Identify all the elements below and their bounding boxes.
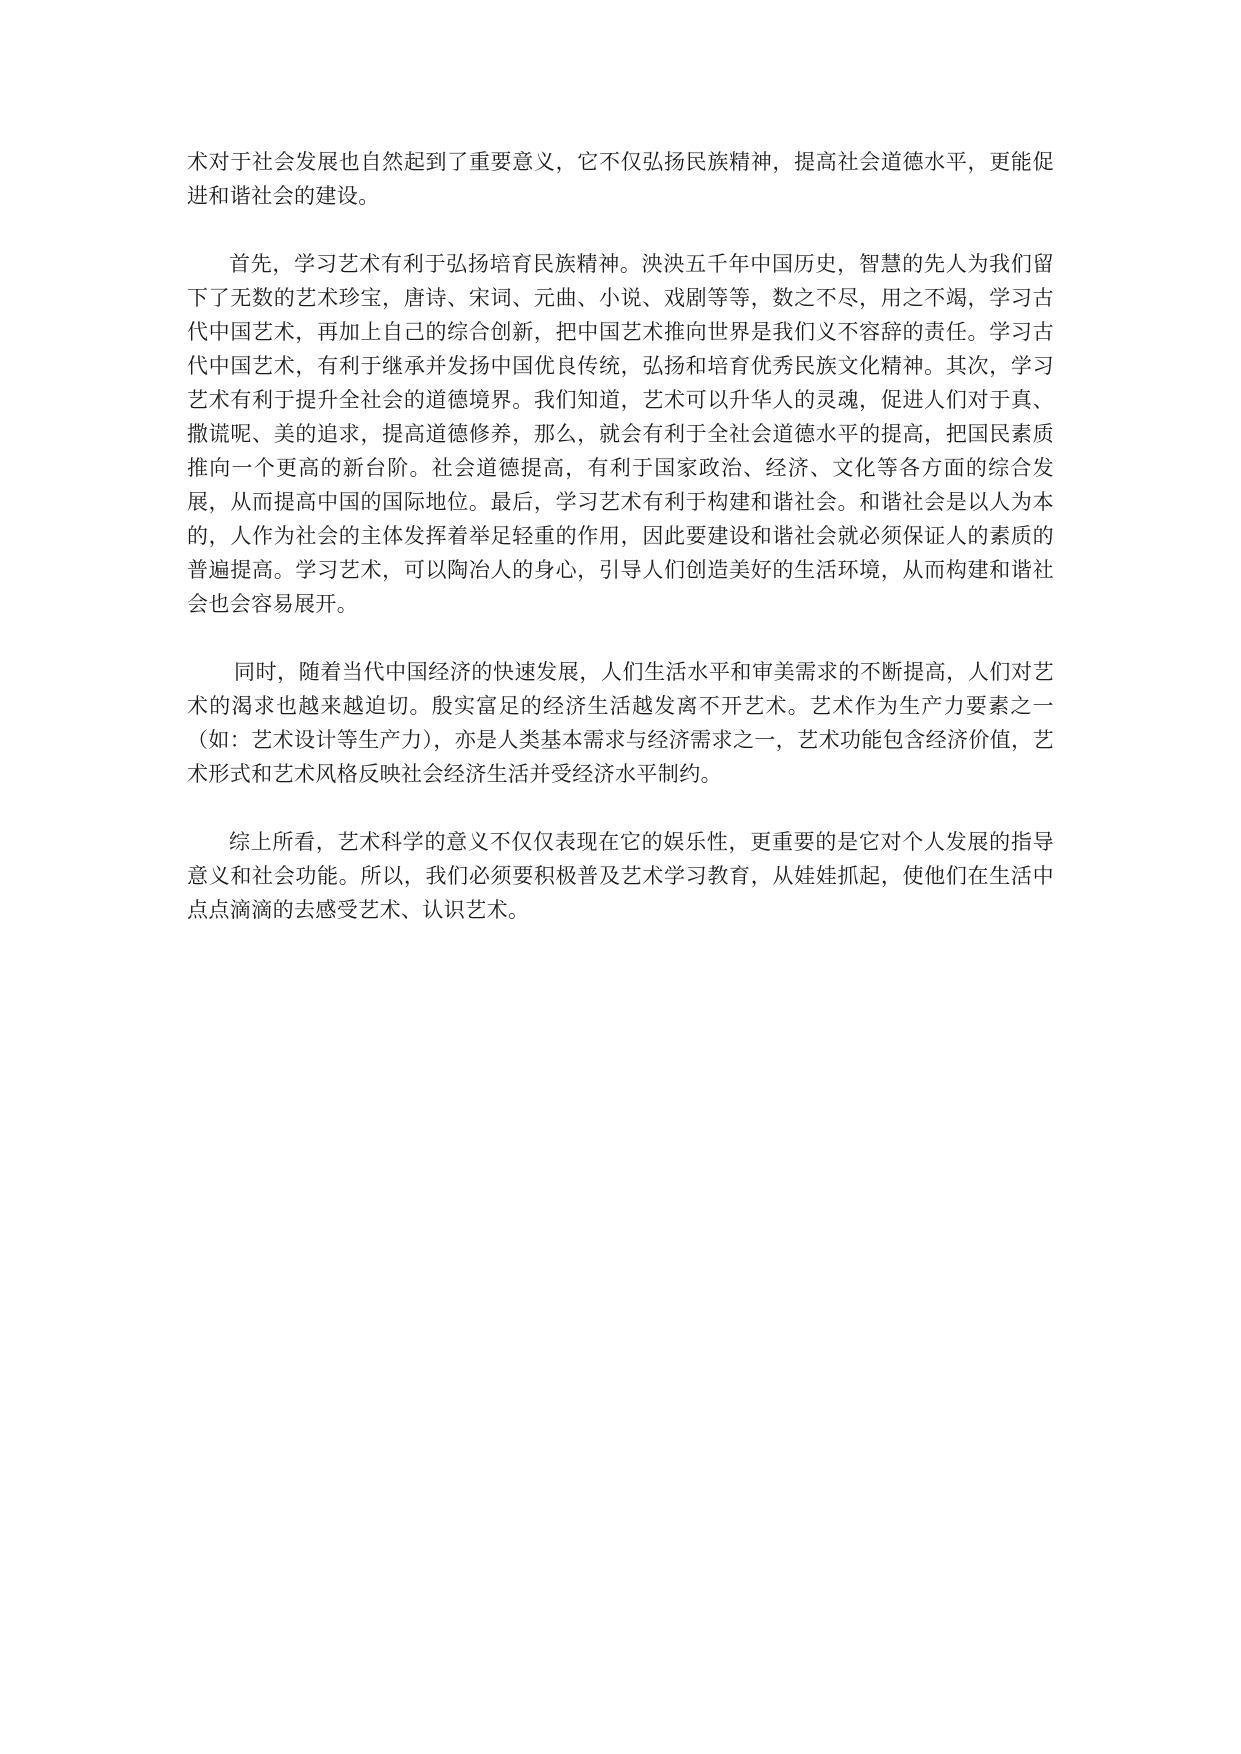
document-body bbox=[187, 145, 1054, 961]
paragraph-4: 综上所看，艺术科学的意义不仅仅表现在它的娱乐性，更重要的是它对个人发展的指导意义和社会功能。所以，我们必须要积极普及艺术学习教育，从娃娃抓起，使他们在生活中点点滴滴的去感受艺术、认识艺术。 bbox=[187, 830, 1054, 922]
paragraph-2: 首先，学习艺术有利于弘扬培育民族精神。泱泱五千年中国历史，智慧的先人为我们留下了无数的艺术珍宝，唐诗、宋词、元曲、小说、戏剧等等，数之不尽，用之不竭，学习古代中国艺术，再加上自己的综合创新，把中国艺术推向世界是我们义不容辞的责任。学习古代中国艺术，有利于继承并发扬中国优良传统，弘扬和培育优秀民族文化精神。其次，学习艺术有利于提升全社会的道德境界。我们知道，艺术可以升华人的灵魂，促进人们对于真、撒谎呢、美的追求，提高道德修养，那么，就会有利于全社会道德水平的提高，把国民素质推向一个更高的新台阶。社会道德提高，有利于国家政治、经济、文化等各方面的综合发展，从而提高中国的国际地位。最后，学习艺术有利于构建和谐社会。和谐社会是以人为本的，人作为社会的主体发挥着举足轻重的作用，因此要建设和谐社会就必须保证人的素质的普遍提高。学习艺术，可以陶冶人的身心，引导人们创造美好的生活环境，从而构建和谐社会也会容易展开。 bbox=[187, 252, 1054, 616]
paragraph-3: 同时，随着当代中国经济的快速发展，人们生活水平和审美需求的不断提高，人们对艺术的渴求也越来越迫切。殷实富足的经济生活越发离不开艺术。艺术作为生产力要素之一（如：艺术设计等生产力），亦是人类基本需求与经济需求之一，艺术功能包含经济价值，艺术形式和艺术风格反映社会经济生活并受经济水平制约。 bbox=[187, 660, 1054, 786]
paragraph-1: 术对于社会发展也自然起到了重要意义，它不仅弘扬民族精神，提高社会道德水平，更能促进和谐社会的建设。 bbox=[187, 150, 1054, 208]
